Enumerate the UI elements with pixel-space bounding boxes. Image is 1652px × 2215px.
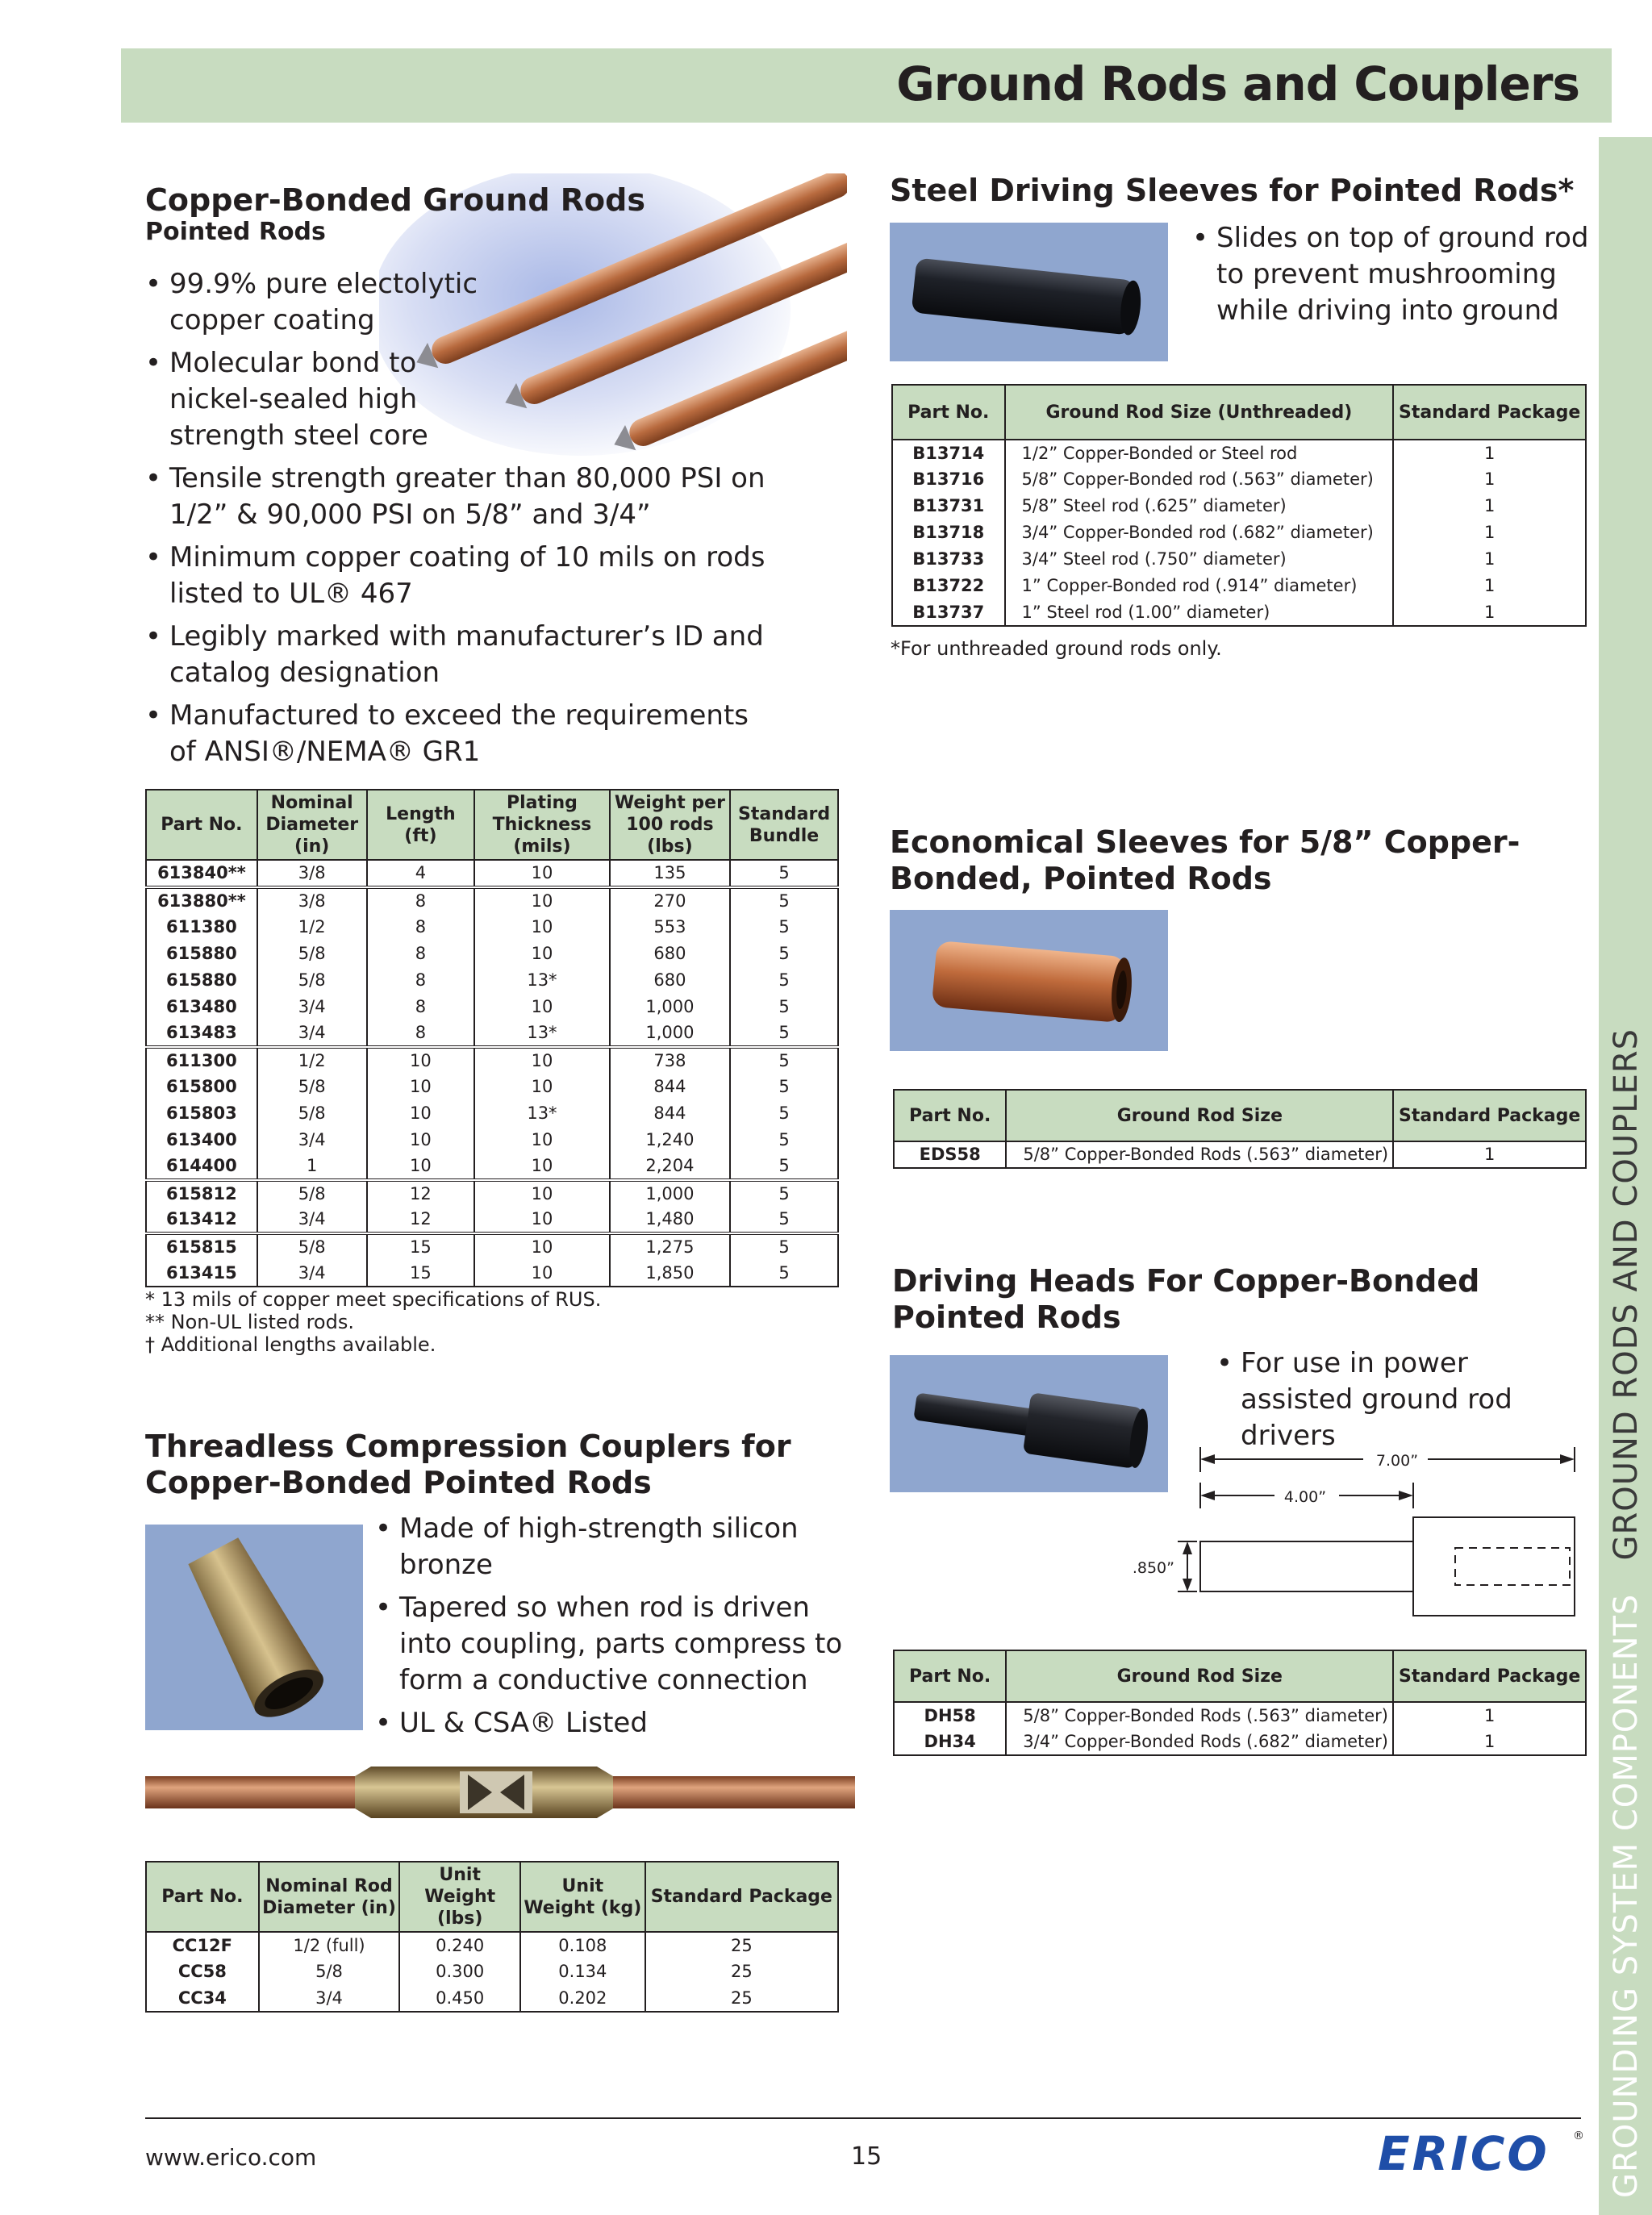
table-row: 615880 5/8 8 10 680 5 <box>146 941 838 967</box>
table-row: 615880 5/8 8 13* 680 5 <box>146 967 838 994</box>
col-plating: Plating Thickness (mils) <box>474 790 610 860</box>
table-row: B13714 1/2” Copper-Bonded or Steel rod 1 <box>892 440 1586 466</box>
rods-footnote-non-ul: ** Non-UL listed rods. <box>145 1311 354 1333</box>
side-tab <box>1602 1028 1650 2199</box>
col-weight: Weight per 100 rods (lbs) <box>610 790 730 860</box>
col-rod-size: Ground Rod Size <box>1006 1090 1393 1141</box>
erico-logo: ERICO <box>1378 2126 1550 2181</box>
table-row: 613412 3/4 12 10 1,480 5 <box>146 1207 838 1233</box>
couplers-features <box>375 1511 851 1748</box>
table-row: 614400 1 10 10 2,204 5 <box>146 1153 838 1180</box>
rods-footnote-lengths: † Additional lengths available. <box>145 1333 436 1356</box>
steel-sleeve-photo <box>890 223 1168 361</box>
driving-head-dimension-drawing <box>1121 1436 1581 1637</box>
steel-sleeves-features <box>1192 220 1596 336</box>
col-part-no: Part No. <box>146 790 257 860</box>
table-row: 613480 3/4 8 10 1,000 5 <box>146 994 838 1020</box>
col-part-no: Part No. <box>146 1862 259 1932</box>
header-band <box>121 48 1612 123</box>
table-row: CC34 3/4 0.450 0.202 25 <box>146 1985 838 2012</box>
table-row: 611380 1/2 8 10 553 5 <box>146 914 838 941</box>
table-row: B13737 1” Steel rod (1.00” diameter) 1 <box>892 599 1586 626</box>
rods-features <box>145 266 839 777</box>
page-number: 15 <box>851 2142 882 2171</box>
couplers-table-header <box>146 1862 838 1932</box>
col-part-no: Part No. <box>894 1090 1006 1141</box>
rods-subtitle: Pointed Rods <box>145 218 326 246</box>
economical-sleeves-title: Economical Sleeves for 5/8” Copper-Bonded, Pointed Rods <box>890 824 1521 896</box>
steel-sleeves-title: Steel Driving Sleeves for Pointed Rods* <box>890 173 1575 208</box>
table-row: DH34 3/4” Copper-Bonded Rods (.682” diameter) 1 <box>894 1729 1586 1755</box>
rods-feature: • Molecular bond to nickel-sealed high strength steel core <box>145 345 508 454</box>
col-nominal-diameter: Nominal Diameter (in) <box>257 790 367 860</box>
steel-sleeves-footnote: *For unthreaded ground rods only. <box>891 637 1222 660</box>
rods-footnote-rus: * 13 mils of copper meet specifications of RUS. <box>145 1288 602 1311</box>
installed-coupler-photo <box>145 1750 863 1831</box>
side-tab-category: GROUNDING SYSTEM COMPONENTS <box>1608 1593 1645 2199</box>
col-bundle: Standard Bundle <box>730 790 838 860</box>
overall-length-label: 7.00” <box>1375 1452 1419 1470</box>
table-row: 613483 3/4 8 13* 1,000 5 <box>146 1020 838 1047</box>
rods-feature: • Manufactured to exceed the requirements of ANSI®/NEMA® GR1 <box>145 698 750 770</box>
rods-feature: • Minimum copper coating of 10 mils on rods listed to UL® 467 <box>145 540 815 612</box>
page-title: Ground Rods and Couplers <box>896 56 1579 111</box>
economical-sleeves-table <box>893 1089 1587 1169</box>
col-package: Standard Package <box>1393 1090 1586 1141</box>
steel-sleeves-feature: • Slides on top of ground rod to prevent mushrooming while driving into ground <box>1192 220 1596 329</box>
rods-feature: • Tensile strength greater than 80,000 PSI on 1/2” & 90,000 PSI on 5/8” and 3/4” <box>145 461 815 533</box>
table-row: B13722 1” Copper-Bonded rod (.914” diameter) 1 <box>892 573 1586 599</box>
rods-table <box>145 789 839 1287</box>
table-row: B13716 5/8” Copper-Bonded rod (.563” diameter) 1 <box>892 466 1586 493</box>
table-row: DH58 5/8” Copper-Bonded Rods (.563” diameter) 1 <box>894 1702 1586 1729</box>
couplers-feature: • Made of high-strength silicon bronze <box>375 1511 851 1583</box>
rods-title: Copper-Bonded Ground Rods <box>145 182 645 218</box>
col-part-no: Part No. <box>894 1650 1006 1702</box>
couplers-feature: • Tapered so when rod is driven into coupling, parts compress to form a conductive connection <box>375 1590 851 1699</box>
economical-sleeves-table-header <box>894 1090 1586 1141</box>
couplers-title: Threadless Compression Couplers for Copper-Bonded Pointed Rods <box>145 1429 791 1500</box>
coupler-photo <box>145 1525 363 1730</box>
table-row: CC12F 1/2 (full) 0.240 0.108 25 <box>146 1932 838 1958</box>
rods-feature: • 99.9% pure electolytic copper coating <box>145 266 508 339</box>
footer-website-link[interactable]: www.erico.com <box>145 2144 317 2171</box>
table-row: 615815 5/8 15 10 1,275 5 <box>146 1233 838 1260</box>
col-rod-size: Ground Rod Size (Unthreaded) <box>1005 385 1394 440</box>
table-row: B13733 3/4” Steel rod (.750” diameter) 1 <box>892 546 1586 573</box>
driving-heads-table-header <box>894 1650 1586 1702</box>
logo-registered-mark: ® <box>1573 2129 1584 2142</box>
rods-feature: • Legibly marked with manufacturer’s ID and catalog designation <box>145 619 815 691</box>
shank-length-label: 4.00” <box>1283 1488 1327 1506</box>
table-row: CC58 5/8 0.300 0.134 25 <box>146 1958 838 1985</box>
table-row: B13731 5/8” Steel rod (.625” diameter) 1 <box>892 493 1586 519</box>
col-package: Standard Package <box>1393 385 1586 440</box>
table-row: 615812 5/8 12 10 1,000 5 <box>146 1180 838 1207</box>
rods-table-header <box>146 790 838 860</box>
steel-sleeves-table-header <box>892 385 1586 440</box>
driving-heads-feature: • For use in power assisted ground rod drivers <box>1216 1345 1587 1454</box>
table-row: 613415 3/4 15 10 1,850 5 <box>146 1260 838 1287</box>
col-package: Standard Package <box>645 1862 838 1932</box>
steel-sleeves-table <box>891 384 1587 627</box>
table-row: 615803 5/8 10 13* 844 5 <box>146 1100 838 1127</box>
driving-heads-table <box>893 1650 1587 1756</box>
table-row: 615800 5/8 10 10 844 5 <box>146 1074 838 1100</box>
table-row: 613400 3/4 10 10 1,240 5 <box>146 1127 838 1153</box>
col-length: Length (ft) <box>367 790 475 860</box>
col-rod-diameter: Nominal Rod Diameter (in) <box>259 1862 400 1932</box>
col-part-no: Part No. <box>892 385 1005 440</box>
footer-rule <box>145 2117 1581 2119</box>
col-rod-size: Ground Rod Size <box>1006 1650 1393 1702</box>
col-package: Standard Package <box>1393 1650 1586 1702</box>
table-row: EDS58 5/8” Copper-Bonded Rods (.563” diameter) 1 <box>894 1141 1586 1168</box>
table-row: 613880** 3/8 8 10 270 5 <box>146 887 838 914</box>
driving-heads-title: Driving Heads For Copper-Bonded Pointed Rods <box>892 1263 1480 1335</box>
table-row: B13718 3/4” Copper-Bonded rod (.682” diameter) 1 <box>892 519 1586 546</box>
table-row: 611300 1/2 10 10 738 5 <box>146 1047 838 1074</box>
economical-sleeve-photo <box>890 910 1168 1051</box>
couplers-table <box>145 1861 839 2013</box>
table-row: 613840** 3/8 4 10 135 5 <box>146 860 838 887</box>
diameter-label: .850” <box>1132 1559 1174 1577</box>
col-weight-kg: Unit Weight (kg) <box>520 1862 645 1932</box>
side-tab-section: GROUND RODS AND COUPLERS <box>1608 1028 1645 1561</box>
col-weight-lbs: Unit Weight (lbs) <box>399 1862 520 1932</box>
couplers-feature: • UL & CSA® Listed <box>375 1705 851 1742</box>
